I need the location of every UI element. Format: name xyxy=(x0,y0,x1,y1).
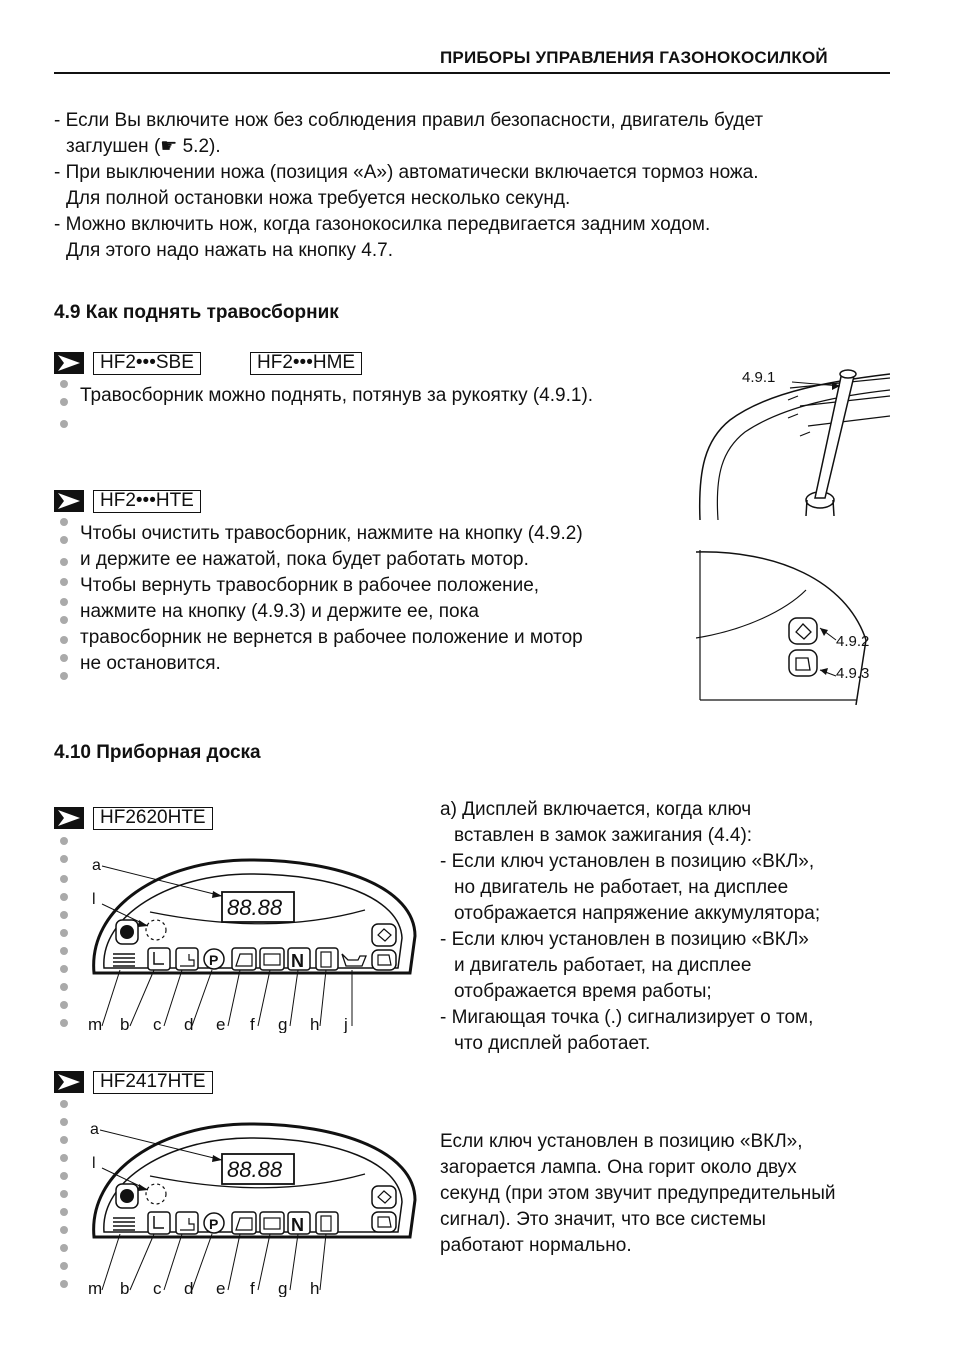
label-j: j xyxy=(344,1015,348,1033)
display-description: a) Дисплей включается, когда ключ вставлен в замок зажигания (4.4): - Если ключ установлен в позицию «ВКЛ», но двигатель не работает, на дисплее отображается напряжение аккумулятора; - Если ключ установлен в позицию «ВКЛ» и двигатель работает, на дисплее отображается время работы; - Мигающая точка (.) сигнализирует о том, что дисплей работает. xyxy=(440,799,821,1054)
neutral-key-label: N xyxy=(291,1215,304,1235)
header-rule xyxy=(54,72,890,74)
section-4-9-title: 4.9 Как поднять травосборник xyxy=(54,302,339,323)
arrow-marker-icon xyxy=(54,807,84,829)
label-4-9-1: 4.9.1 xyxy=(742,369,776,386)
figure-4-9-2 xyxy=(696,540,896,705)
label-e: e xyxy=(216,1279,226,1297)
label-h: h xyxy=(310,1015,320,1033)
section-4-10-title: 4.10 Приборная доска xyxy=(54,742,261,763)
dashboard-panel-hf2417hte xyxy=(80,1112,425,1297)
label-m: m xyxy=(88,1279,103,1297)
label-f: f xyxy=(250,1279,255,1297)
label-f: f xyxy=(250,1015,255,1033)
parking-key-label: P xyxy=(209,1216,219,1232)
model-tag-hte: HF2•••HTE xyxy=(93,490,201,513)
label-h: h xyxy=(310,1279,320,1297)
label-4-9-3: 4.9.3 xyxy=(836,665,870,682)
label-g: g xyxy=(278,1279,288,1297)
label-g: g xyxy=(278,1015,288,1033)
arrow-marker-icon xyxy=(54,352,84,374)
intro-line-3: - При выключении ножа (позиция «A») автоматически включается тормоз ножа. xyxy=(54,162,759,183)
model-tag-hf2620hte: HF2620HTE xyxy=(93,807,213,830)
intro-text xyxy=(54,108,763,264)
label-d: d xyxy=(184,1279,194,1297)
dashboard-panel-hf2620hte xyxy=(80,848,425,1033)
intro-line-6: Для этого надо нажать на кнопку 4.7. xyxy=(66,240,393,261)
label-c: c xyxy=(153,1279,162,1297)
text-4-9-c: Чтобы очистить травосборник, нажмите на кнопку (4.9.2) и держите ее нажатой, пока будет работать мотор. Чтобы вернуть травосборник в рабочее положение, нажмите на кнопку (4.9.3) и держите ее, пока травосборник не вернется в рабочее положение и мотор не остановится. xyxy=(80,523,583,674)
page-header: ПРИБОРЫ УПРАВЛЕНИЯ ГАЗОНОКОСИЛКОЙ xyxy=(440,48,828,67)
intro-line-1: - Если Вы включите нож без соблюдения правил безопасности, двигатель будет xyxy=(54,110,764,131)
intro-line-4: Для полной остановки ножа требуется несколько секунд. xyxy=(66,188,571,209)
label-b: b xyxy=(120,1015,130,1033)
label-e: e xyxy=(216,1015,226,1033)
arrow-marker-icon xyxy=(54,1071,84,1093)
lamp-description: Если ключ установлен в позицию «ВКЛ», загорается лампа. Она горит около двух секунд (при этом звучит предупредительный сигнал). Это значит, что все системы работают нормально. xyxy=(440,1131,836,1256)
label-b: b xyxy=(120,1279,130,1297)
neutral-key-label: N xyxy=(291,951,304,971)
figure-4-9-1 xyxy=(690,360,890,520)
intro-line-5: - Можно включить нож, когда газонокосилка передвигается задним ходом. xyxy=(54,214,711,235)
label-m: m xyxy=(88,1015,103,1033)
model-tag-hf2417hte: HF2417HTE xyxy=(93,1071,213,1094)
display-readout: 88.88 xyxy=(227,895,283,920)
display-readout: 88.88 xyxy=(227,1157,283,1182)
arrow-marker-icon xyxy=(54,490,84,512)
parking-key-label: P xyxy=(209,952,219,968)
model-tag-hme: HF2•••HME xyxy=(250,352,362,375)
label-l: l xyxy=(92,891,96,908)
label-c: c xyxy=(153,1015,162,1033)
tipper-up-button xyxy=(789,618,817,644)
intro-line-2: заглушен (☛ 5.2). xyxy=(66,136,221,157)
text-4-9-a: Травосборник можно поднять, потянув за рукоятку (4.9.1). xyxy=(80,385,594,406)
model-tag-sbe: HF2•••SBE xyxy=(93,352,201,375)
label-d: d xyxy=(184,1015,194,1033)
label-a: a xyxy=(90,1121,99,1138)
tipper-down-button xyxy=(789,650,817,676)
label-4-9-2: 4.9.2 xyxy=(836,633,870,650)
label-a: a xyxy=(92,857,101,874)
label-l: l xyxy=(92,1155,96,1172)
